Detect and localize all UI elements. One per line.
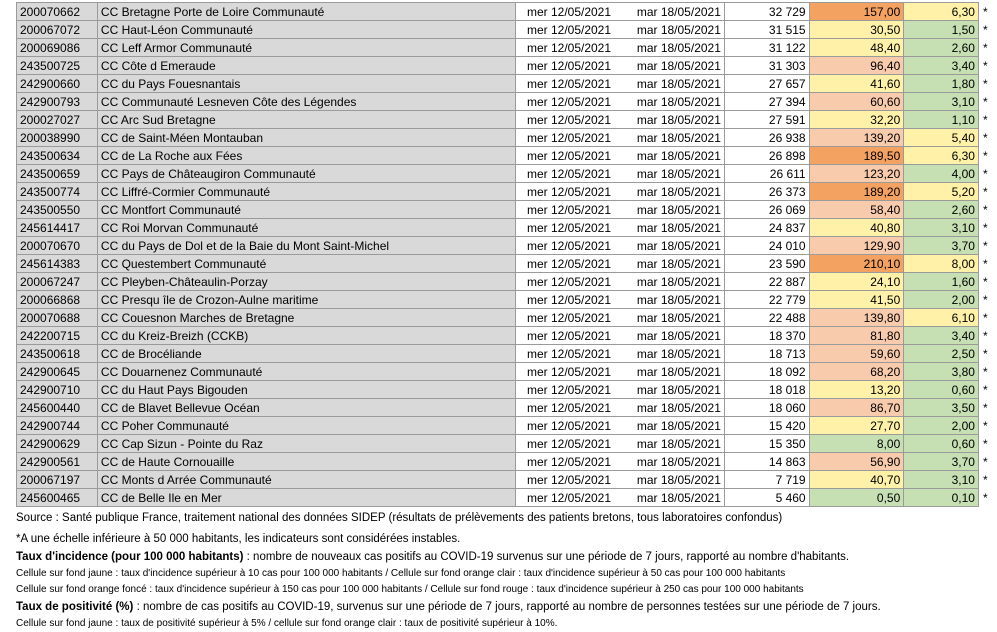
population-cell[interactable]: 26 069 [724,201,809,219]
positivity-rate-cell[interactable]: 1,80 [904,75,979,93]
period-start-cell[interactable]: mer 12/05/2021 [516,453,614,471]
period-end-cell[interactable]: mar 18/05/2021 [614,129,724,147]
instability-flag: * [982,292,988,307]
epci-name-cell[interactable]: CC Côte d Emeraude [97,57,515,75]
population-cell[interactable]: 7 719 [724,471,809,489]
instability-flag: * [982,202,988,217]
population-cell[interactable]: 27 394 [724,93,809,111]
table-row [17,363,997,381]
population-cell[interactable]: 27 591 [724,111,809,129]
period-start-cell[interactable]: mer 12/05/2021 [516,237,614,255]
epci-name-cell[interactable]: CC Questembert Communauté [97,255,515,273]
population-cell[interactable]: 24 010 [724,237,809,255]
instability-flag: * [982,490,988,505]
data-table [16,2,997,507]
table-row [17,57,997,75]
epci-name-cell[interactable]: CC Cap Sizun - Pointe du Raz [97,435,515,453]
table-row [17,471,997,489]
epci-code-cell[interactable]: 242900561 [17,453,98,471]
population-cell[interactable]: 26 611 [724,165,809,183]
positivity-rate-cell[interactable]: 5,40 [904,129,979,147]
epci-code-cell[interactable]: 242900629 [17,435,98,453]
table-row [17,435,997,453]
table-row [17,129,997,147]
instability-flag: * [982,76,988,91]
incidence-rate-cell[interactable]: 96,40 [809,57,904,75]
epci-name-cell[interactable]: CC Monts d Arrée Communauté [97,471,515,489]
incidence-rate-cell[interactable]: 30,50 [809,21,904,39]
epci-code-cell[interactable]: 243500659 [17,165,98,183]
positivity-rate-cell[interactable]: 2,60 [904,39,979,57]
period-start-cell[interactable]: mer 12/05/2021 [516,93,614,111]
epci-code-cell[interactable]: 200067197 [17,471,98,489]
instability-flag: * [982,4,988,19]
period-start-cell[interactable]: mer 12/05/2021 [516,345,614,363]
positivity-label: Taux de positivité (%) [16,601,137,613]
epci-code-cell[interactable]: 200038990 [17,129,98,147]
instability-flag: * [982,256,988,271]
period-start-cell[interactable]: mer 12/05/2021 [516,309,614,327]
positivity-rate-cell[interactable]: 3,10 [904,219,979,237]
incidence-rate-cell[interactable]: 60,60 [809,93,904,111]
population-cell[interactable]: 31 515 [724,21,809,39]
incidence-rate-cell[interactable]: 13,20 [809,381,904,399]
incidence-rate-cell[interactable]: 40,70 [809,471,904,489]
epci-code-cell[interactable]: 242900710 [17,381,98,399]
period-start-cell[interactable]: mer 12/05/2021 [516,489,614,507]
positivity-rate-cell[interactable]: 6,10 [904,309,979,327]
instability-flag: * [982,274,988,289]
table-row [17,327,997,345]
period-start-cell[interactable]: mer 12/05/2021 [516,363,614,381]
epci-code-cell[interactable]: 200067072 [17,21,98,39]
positivity-rate-cell[interactable]: 3,80 [904,363,979,381]
period-end-cell[interactable]: mar 18/05/2021 [614,201,724,219]
period-end-cell[interactable]: mar 18/05/2021 [614,147,724,165]
table-row [17,399,997,417]
instability-flag: * [982,40,988,55]
positivity-rate-cell[interactable]: 3,10 [904,93,979,111]
period-end-cell[interactable]: mar 18/05/2021 [614,435,724,453]
period-end-cell[interactable]: mar 18/05/2021 [614,3,724,21]
period-start-cell[interactable]: mer 12/05/2021 [516,291,614,309]
positivity-rate-cell[interactable]: 3,50 [904,399,979,417]
period-end-cell[interactable]: mar 18/05/2021 [614,381,724,399]
table-row [17,111,997,129]
period-end-cell[interactable]: mar 18/05/2021 [614,309,724,327]
instability-flag: * [982,220,988,235]
population-cell[interactable]: 22 488 [724,309,809,327]
table-row [17,381,997,399]
asterisk-note: *A une échelle inférieure à 50 000 habitants, les indicateurs sont considérées instables. [16,533,461,545]
instability-flag: * [982,112,988,127]
incidence-rate-cell[interactable]: 58,40 [809,201,904,219]
population-cell[interactable]: 31 122 [724,39,809,57]
epci-code-cell[interactable]: 242900744 [17,417,98,435]
population-cell[interactable]: 22 887 [724,273,809,291]
population-cell[interactable]: 18 060 [724,399,809,417]
positivity-rate-cell[interactable]: 0,60 [904,381,979,399]
positivity-rate-cell[interactable]: 6,30 [904,147,979,165]
incidence-rate-cell[interactable]: 40,80 [809,219,904,237]
epci-code-cell[interactable]: 200070662 [17,3,98,21]
epci-code-cell[interactable]: 200066868 [17,291,98,309]
incidence-rate-cell[interactable]: 24,10 [809,273,904,291]
positivity-rate-cell[interactable]: 3,70 [904,453,979,471]
notes-section [16,510,991,632]
table-row [17,75,997,93]
incidence-rate-cell[interactable]: 68,20 [809,363,904,381]
population-cell[interactable]: 14 863 [724,453,809,471]
positivity-rate-cell[interactable]: 3,40 [904,57,979,75]
positivity-rate-cell[interactable]: 5,20 [904,183,979,201]
population-cell[interactable]: 23 590 [724,255,809,273]
population-cell[interactable]: 27 657 [724,75,809,93]
epci-code-cell[interactable]: 243500618 [17,345,98,363]
epci-code-cell[interactable]: 242200715 [17,327,98,345]
positivity-rate-cell[interactable]: 2,00 [904,417,979,435]
table-row [17,219,997,237]
epci-name-cell[interactable]: CC Haut-Léon Communauté [97,21,515,39]
population-cell[interactable]: 15 420 [724,417,809,435]
epci-name-cell[interactable]: CC de Brocéliande [97,345,515,363]
positivity-rate-cell[interactable]: 8,00 [904,255,979,273]
epci-name-cell[interactable]: CC de Haute Cornouaille [97,453,515,471]
population-cell[interactable]: 18 018 [724,381,809,399]
epci-name-cell[interactable]: CC Pleyben-Châteaulin-Porzay [97,273,515,291]
positivity-rate-cell[interactable]: 2,50 [904,345,979,363]
instability-flag: * [982,310,988,325]
epci-code-cell[interactable]: 242900793 [17,93,98,111]
instability-flag: * [982,454,988,469]
table-row [17,273,997,291]
instability-flag: * [982,130,988,145]
incidence-rate-cell[interactable]: 81,80 [809,327,904,345]
table-row [17,291,997,309]
table-row [17,255,997,273]
period-start-cell[interactable]: mer 12/05/2021 [516,21,614,39]
period-end-cell[interactable]: mar 18/05/2021 [614,363,724,381]
period-start-cell[interactable]: mer 12/05/2021 [516,435,614,453]
period-start-cell[interactable]: mer 12/05/2021 [516,57,614,75]
population-cell[interactable]: 26 373 [724,183,809,201]
positivity-rate-cell[interactable]: 2,00 [904,291,979,309]
source-note: Source : Santé publique France, traitement national des données SIDEP (résultats de prélèvements des patients bretons, tous laboratoires confondus) [16,512,783,524]
epci-name-cell[interactable]: CC Leff Armor Communauté [97,39,515,57]
epci-name-cell[interactable]: CC du Kreiz-Breizh (CCKB) [97,327,515,345]
instability-flag: * [982,58,988,73]
instability-flag: * [982,418,988,433]
population-cell[interactable]: 26 898 [724,147,809,165]
incidence-rate-cell[interactable]: 189,50 [809,147,904,165]
instability-flag: * [982,184,988,199]
period-end-cell[interactable]: mar 18/05/2021 [614,345,724,363]
table-row [17,417,997,435]
period-start-cell[interactable]: mer 12/05/2021 [516,75,614,93]
period-start-cell[interactable]: mer 12/05/2021 [516,111,614,129]
incidence-rate-cell[interactable]: 210,10 [809,255,904,273]
epci-code-cell[interactable]: 243500634 [17,147,98,165]
epci-code-cell[interactable]: 200069086 [17,39,98,57]
epci-name-cell[interactable]: CC Presqu île de Crozon-Aulne maritime [97,291,515,309]
epci-code-cell[interactable]: 200067247 [17,273,98,291]
positivity-rate-cell[interactable]: 3,70 [904,237,979,255]
incidence-rate-cell[interactable]: 48,40 [809,39,904,57]
incidence-rate-cell[interactable]: 123,20 [809,165,904,183]
period-start-cell[interactable]: mer 12/05/2021 [516,255,614,273]
positivity-rate-cell[interactable]: 1,60 [904,273,979,291]
epci-name-cell[interactable]: CC du Pays Fouesnantais [97,75,515,93]
table-row [17,453,997,471]
period-start-cell[interactable]: mer 12/05/2021 [516,327,614,345]
epci-name-cell[interactable]: CC Liffré-Cormier Communauté [97,183,515,201]
epci-code-cell[interactable]: 245600465 [17,489,98,507]
positivity-rate-cell[interactable]: 3,40 [904,327,979,345]
population-cell[interactable]: 26 938 [724,129,809,147]
epci-name-cell[interactable]: CC de Saint-Méen Montauban [97,129,515,147]
period-end-cell[interactable]: mar 18/05/2021 [614,57,724,75]
instability-flag: * [982,346,988,361]
period-end-cell[interactable]: mar 18/05/2021 [614,291,724,309]
instability-flag: * [982,328,988,343]
epci-name-cell[interactable]: CC de Blavet Bellevue Océan [97,399,515,417]
incidence-rate-cell[interactable]: 157,00 [809,3,904,21]
table-row [17,3,997,21]
period-start-cell[interactable]: mer 12/05/2021 [516,129,614,147]
epci-name-cell[interactable]: CC Roi Morvan Communauté [97,219,515,237]
instability-flag: * [982,238,988,253]
table-row [17,93,997,111]
epci-code-cell[interactable]: 245600440 [17,399,98,417]
table-row [17,165,997,183]
period-start-cell[interactable]: mer 12/05/2021 [516,471,614,489]
positivity-rate-cell[interactable]: 3,10 [904,471,979,489]
period-end-cell[interactable]: mar 18/05/2021 [614,21,724,39]
table-row [17,183,997,201]
period-start-cell[interactable]: mer 12/05/2021 [516,399,614,417]
positivity-legend: Cellule sur fond jaune : taux de positivité supérieur à 5% / cellule sur fond orange clair : taux de positivité supérieur à 10%. [16,618,558,629]
period-start-cell[interactable]: mer 12/05/2021 [516,39,614,57]
epci-code-cell[interactable]: 243500774 [17,183,98,201]
population-cell[interactable]: 18 370 [724,327,809,345]
period-start-cell[interactable]: mer 12/05/2021 [516,183,614,201]
instability-flag: * [982,472,988,487]
period-start-cell[interactable]: mer 12/05/2021 [516,219,614,237]
incidence-definition [16,548,991,566]
epci-name-cell[interactable]: CC du Haut Pays Bigouden [97,381,515,399]
incidence-label: Taux d'incidence (pour 100 000 habitants) [16,551,247,563]
period-start-cell[interactable]: mer 12/05/2021 [516,201,614,219]
epci-name-cell[interactable]: CC Couesnon Marches de Bretagne [97,309,515,327]
incidence-legend-line-1: Cellule sur fond jaune : taux d'incidence supérieur à 10 cas pour 100 000 habitants / Cellule sur fond orange clair : taux d'incidence supérieur à 50 cas pour 100 000 habitants [16,568,786,579]
period-end-cell[interactable]: mar 18/05/2021 [614,399,724,417]
positivity-definition [16,598,991,616]
table-row [17,345,997,363]
table-row [17,201,997,219]
table-row [17,489,997,507]
epci-name-cell[interactable]: CC Pays de Châteaugiron Communauté [97,165,515,183]
period-end-cell[interactable]: mar 18/05/2021 [614,93,724,111]
instability-flag: * [982,400,988,415]
positivity-rate-cell[interactable]: 1,10 [904,111,979,129]
epci-code-cell[interactable]: 245614383 [17,255,98,273]
positivity-rate-cell[interactable]: 1,50 [904,21,979,39]
table-row [17,147,997,165]
population-cell[interactable]: 15 350 [724,435,809,453]
period-end-cell[interactable]: mar 18/05/2021 [614,237,724,255]
epci-name-cell[interactable]: CC du Pays de Dol et de la Baie du Mont Saint-Michel [97,237,515,255]
period-end-cell[interactable]: mar 18/05/2021 [614,75,724,93]
table-row [17,21,997,39]
instability-flag: * [982,22,988,37]
period-start-cell[interactable]: mer 12/05/2021 [516,273,614,291]
incidence-rate-cell[interactable]: 41,60 [809,75,904,93]
population-cell[interactable]: 18 092 [724,363,809,381]
period-start-cell[interactable]: mer 12/05/2021 [516,147,614,165]
incidence-rate-cell[interactable]: 139,20 [809,129,904,147]
population-cell[interactable]: 31 303 [724,57,809,75]
period-start-cell[interactable]: mer 12/05/2021 [516,3,614,21]
incidence-rate-cell[interactable]: 56,90 [809,453,904,471]
incidence-legend-line-2: Cellule sur fond orange foncé : taux d'incidence supérieur à 150 cas pour 100 000 habitants / Cellule sur fond rouge : taux d'incidence supérieur à 250 cas pour 100 000 habitants [16,584,804,595]
epci-name-cell[interactable]: CC Communauté Lesneven Côte des Légendes [97,93,515,111]
period-end-cell[interactable]: mar 18/05/2021 [614,417,724,435]
period-end-cell[interactable]: mar 18/05/2021 [614,453,724,471]
positivity-rate-cell[interactable]: 0,10 [904,489,979,507]
incidence-rate-cell[interactable]: 129,90 [809,237,904,255]
population-cell[interactable]: 22 779 [724,291,809,309]
period-end-cell[interactable]: mar 18/05/2021 [614,39,724,57]
epci-name-cell[interactable]: CC Poher Communauté [97,417,515,435]
epci-name-cell[interactable]: CC Bretagne Porte de Loire Communauté [97,3,515,21]
epci-code-cell[interactable]: 200027027 [17,111,98,129]
positivity-rate-cell[interactable]: 0,60 [904,435,979,453]
incidence-rate-cell[interactable]: 0,50 [809,489,904,507]
incidence-text: : nombre de nouveaux cas positifs au COVID-19 survenus sur une période de 7 jours, rapporté au nombre d'habitants. [246,551,850,563]
instability-flag: * [982,94,988,109]
period-end-cell[interactable]: mar 18/05/2021 [614,471,724,489]
epci-code-cell[interactable]: 243500550 [17,201,98,219]
epci-code-cell[interactable]: 200070670 [17,237,98,255]
incidence-rate-cell[interactable]: 59,60 [809,345,904,363]
positivity-rate-cell[interactable]: 2,60 [904,201,979,219]
epci-name-cell[interactable]: CC Montfort Communauté [97,201,515,219]
incidence-rate-cell[interactable]: 41,50 [809,291,904,309]
period-end-cell[interactable]: mar 18/05/2021 [614,327,724,345]
period-end-cell[interactable]: mar 18/05/2021 [614,183,724,201]
incidence-rate-cell[interactable]: 139,80 [809,309,904,327]
positivity-rate-cell[interactable]: 4,00 [904,165,979,183]
population-cell[interactable]: 24 837 [724,219,809,237]
table-row [17,237,997,255]
period-start-cell[interactable]: mer 12/05/2021 [516,165,614,183]
epci-code-cell[interactable]: 200070688 [17,309,98,327]
epci-name-cell[interactable]: CC Douarnenez Communauté [97,363,515,381]
instability-flag: * [982,148,988,163]
epci-code-cell[interactable]: 245614417 [17,219,98,237]
instability-flag: * [982,166,988,181]
table-body [17,3,997,507]
table-row [17,39,997,57]
epci-code-cell[interactable]: 242900645 [17,363,98,381]
positivity-rate-cell[interactable]: 6,30 [904,3,979,21]
instability-flag: * [982,364,988,379]
period-start-cell[interactable]: mer 12/05/2021 [516,417,614,435]
instability-flag: * [982,436,988,451]
period-end-cell[interactable]: mar 18/05/2021 [614,489,724,507]
period-end-cell[interactable]: mar 18/05/2021 [614,219,724,237]
epci-code-cell[interactable]: 242900660 [17,75,98,93]
incidence-rate-cell[interactable]: 86,70 [809,399,904,417]
period-start-cell[interactable]: mer 12/05/2021 [516,381,614,399]
incidence-rate-cell[interactable]: 32,20 [809,111,904,129]
instability-flag: * [982,382,988,397]
period-end-cell[interactable]: mar 18/05/2021 [614,111,724,129]
population-cell[interactable]: 18 713 [724,345,809,363]
table-row [17,309,997,327]
incidence-rate-cell[interactable]: 189,20 [809,183,904,201]
population-cell[interactable]: 5 460 [724,489,809,507]
epci-name-cell[interactable]: CC de La Roche aux Fées [97,147,515,165]
positivity-text: : nombre de cas positifs au COVID-19, survenus sur une période de 7 jours, rapporté au nombre de personnes testées sur une période de 7 jours. [136,601,881,613]
period-end-cell[interactable]: mar 18/05/2021 [614,273,724,291]
epci-name-cell[interactable]: CC de Belle Ile en Mer [97,489,515,507]
period-end-cell[interactable]: mar 18/05/2021 [614,255,724,273]
period-end-cell[interactable]: mar 18/05/2021 [614,165,724,183]
incidence-rate-cell[interactable]: 27,70 [809,417,904,435]
epci-code-cell[interactable]: 243500725 [17,57,98,75]
epci-name-cell[interactable]: CC Arc Sud Bretagne [97,111,515,129]
incidence-rate-cell[interactable]: 8,00 [809,435,904,453]
population-cell[interactable]: 32 729 [724,3,809,21]
